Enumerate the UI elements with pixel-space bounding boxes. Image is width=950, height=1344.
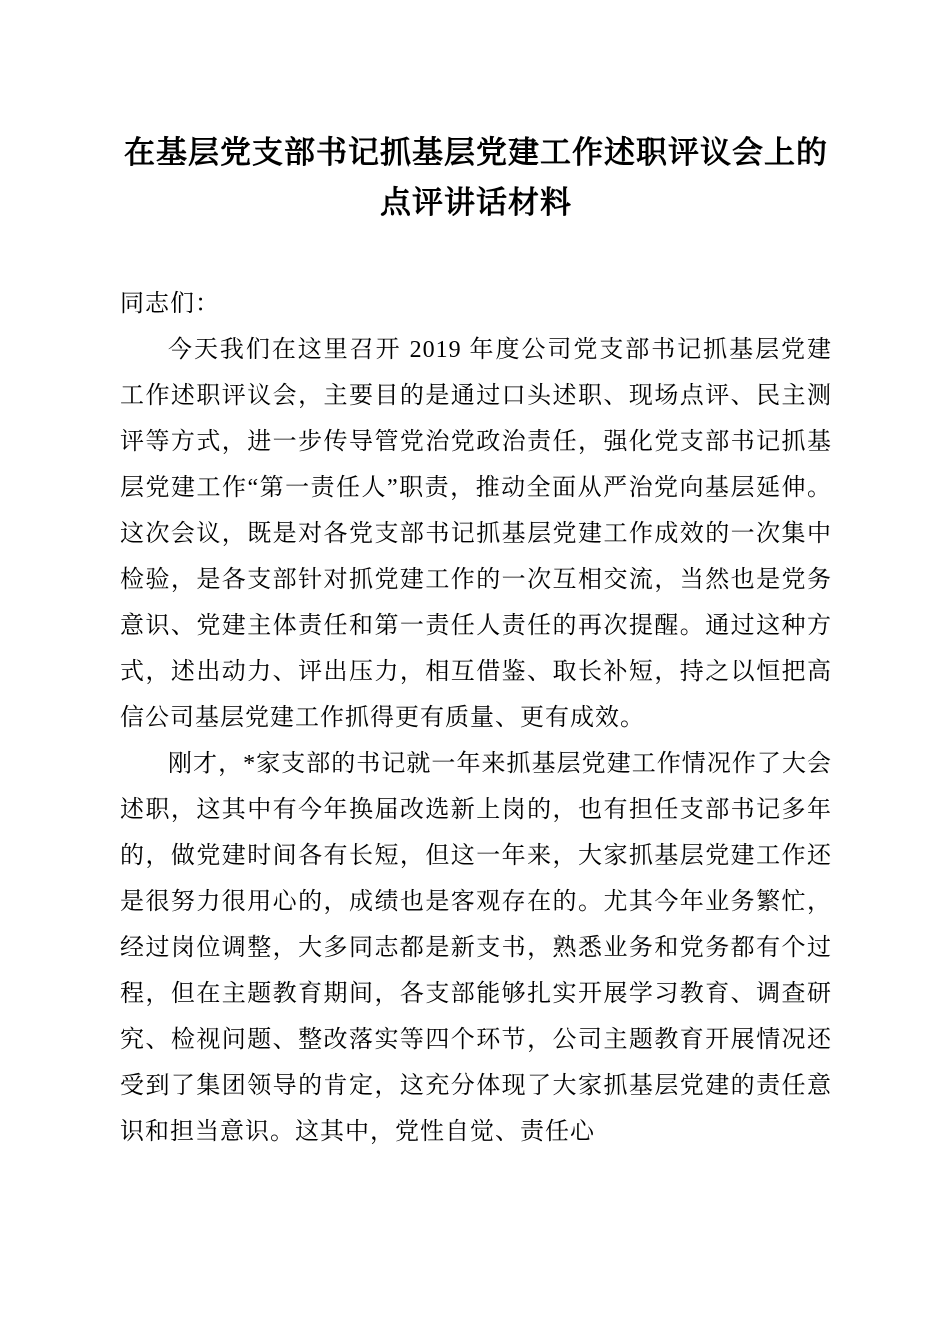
salutation: 同志们： bbox=[120, 291, 220, 318]
paragraph: 刚才，*家支部的书记就一年来抓基层党建工作情况作了大会述职，这其中有今年换届改选新上岗的，也有担任支部书记多年的，做党建时间各有长短，但这一年来，大家抓基层党建工作还是很努力很用心的，成绩也是客观存在的。尤其今年业务繁忙，经过岗位调整，大多同志都是新支书，熟悉业务和党务都有个过程，但在主题教育期间，各支部能够扎实开展学习教育、调查研究、检视问题、整改落实等四个环节，公司主题教育开展情况还受到了集团领导的肯定，这充分体现了大家抓基层党建的责任意识和担当意识。这其中，党性自觉、责任心 bbox=[120, 751, 832, 1146]
document-body bbox=[120, 281, 832, 1155]
document-title: 在基层党支部书记抓基层党建工作述职评议会上的点评讲话材料 bbox=[124, 135, 828, 220]
paragraph: 今天我们在这里召开 2019 年度公司党支部书记抓基层党建工作述职评议会，主要目的是通过口头述职、现场点评、民主测评等方式，进一步传导管党治党政治责任，强化党支部书记抓基层党建工作“第一责任人”职责，推动全面从严治党向基层延伸。这次会议，既是对各党支部书记抓基层党建工作成效的一次集中检验，是各支部针对抓党建工作的一次互相交流，当然也是党务意识、党建主体责任和第一责任人责任的再次提醒。通过这种方式，述出动力、评出压力，相互借鉴、取长补短，持之以恒把高信公司基层党建工作抓得更有质量、更有成效。 bbox=[120, 337, 832, 732]
